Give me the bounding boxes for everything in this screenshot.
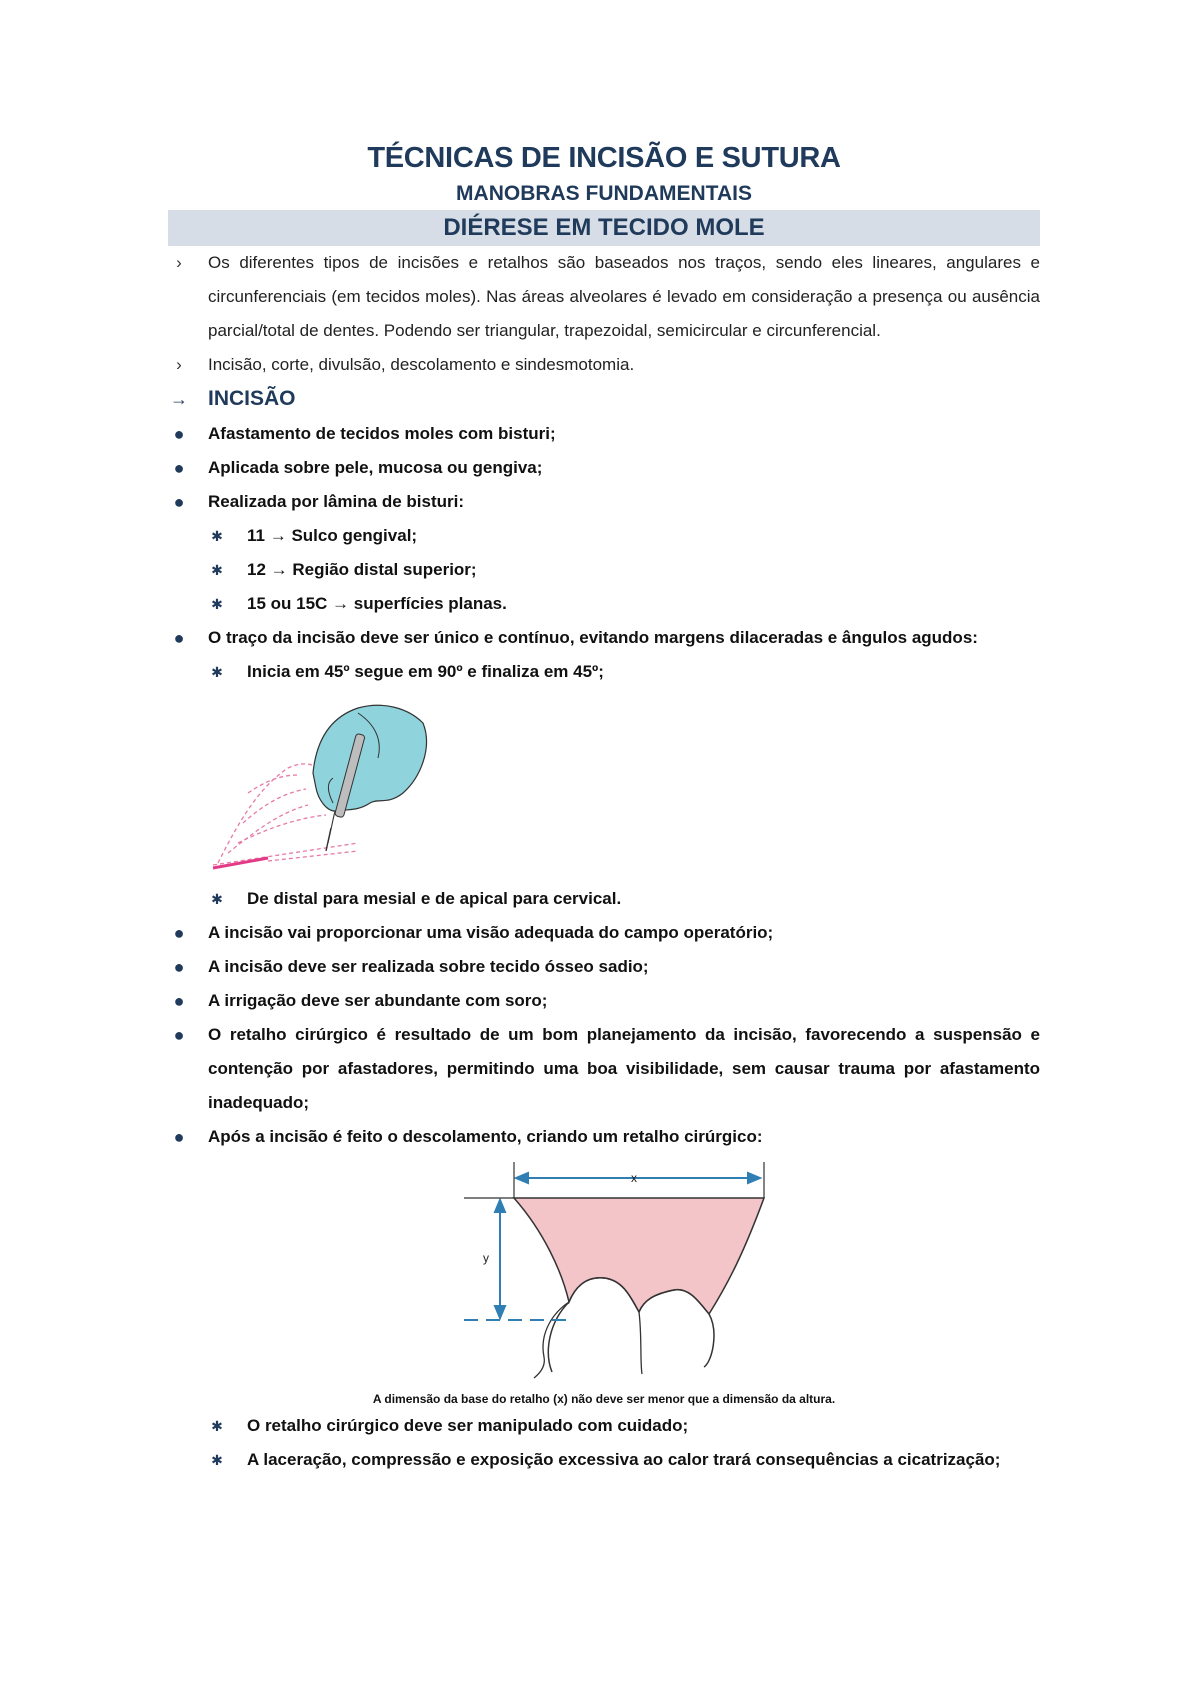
asterisk-icon: ✱ [211,1418,223,1434]
list-item: ● A incisão deve ser realizada sobre tecido ósseo sadio; [168,950,1040,984]
bullet-icon: ● [173,424,185,444]
asterisk-icon: ✱ [211,891,223,907]
bullet-icon: ● [173,1025,185,1045]
flap-diagram [434,1162,774,1382]
sub-list-item: ✱ 11 → Sulco gengival; [168,519,1040,553]
document-subtitle: MANOBRAS FUNDAMENTAIS [456,182,752,205]
list-item: ● Aplicada sobre pele, mucosa ou gengiva; [168,451,1040,485]
list-item: ● O retalho cirúrgico é resultado de um bom planejamento da incisão, favorecendo a suspensão e contenção por afastadores, permitindo uma boa visibilidade, sem causar trauma por afastamento inadequado; [168,1018,1040,1120]
chevron-right-icon: › [176,253,182,272]
arrow-right-icon: → [269,526,287,545]
arrow-right-icon: → [332,594,350,613]
asterisk-icon: ✱ [211,596,223,612]
bullet-icon: ● [173,492,185,512]
intro-paragraph-1: › Os diferentes tipos de incisões e retalhos são baseados nos traços, sendo eles lineares, angulares e circunferenciais (em tecidos moles). Nas áreas alveolares é levado em consideração a presença ou ausência parcial/total de dentes. Podendo ser triangular, trapezoidal, semicircular e circunferencial. [168,246,1040,348]
bullet-icon: ● [173,957,185,977]
figure-caption: A dimensão da base do retalho (x) não deve ser menor que a dimensão da altura. [372,1392,836,1406]
sub-list-item: ✱ 12 → Região distal superior; [168,553,1040,587]
dimension-x-label: x [631,1171,637,1185]
document-title: TÉCNICAS DE INCISÃO E SUTURA [367,142,841,174]
list-item: ● A irrigação deve ser abundante com soro; [168,984,1040,1018]
sub-list-item: ✱ O retalho cirúrgico deve ser manipulado com cuidado; [168,1409,1040,1443]
sub-list-item: ✱ Inicia em 45º segue em 90º e finaliza em 45º; [168,655,1040,689]
sub-list-item: ✱ A laceração, compressão e exposição excessiva ao calor trará consequências a cicatrização; [168,1443,1040,1477]
list-item: ● Afastamento de tecidos moles com bisturi; [168,417,1040,451]
scalpel-hand-illustration [208,693,438,873]
bullet-icon: ● [173,458,185,478]
incisao-heading-row [168,382,1040,417]
intro-paragraph-2: › Incisão, corte, divulsão, descolamento e sindesmotomia. [168,348,1040,382]
arrow-right-icon: → [170,389,188,409]
arrow-right-icon: → [270,560,288,579]
chevron-right-icon: › [176,355,182,374]
bullet-icon: ● [173,991,185,1011]
asterisk-icon: ✱ [211,528,223,544]
flap-diagram-wrap [168,1162,1040,1387]
bullet-icon: ● [173,923,185,943]
sub-list-item: ✱ 15 ou 15C → superfícies planas. [168,587,1040,621]
bullet-icon: ● [173,1127,185,1147]
asterisk-icon: ✱ [211,1452,223,1468]
asterisk-icon: ✱ [211,562,223,578]
list-item: ● A incisão vai proporcionar uma visão adequada do campo operatório; [168,916,1040,950]
flap-shape [514,1198,764,1314]
list-item: ● Realizada por lâmina de bisturi: [168,485,1040,519]
section-heading: DIÉRESE EM TECIDO MOLE [168,210,1040,246]
incisao-heading: INCISÃO [208,387,296,410]
list-item: ● O traço da incisão deve ser único e contínuo, evitando margens dilaceradas e ângulos agudos: [168,621,1040,655]
asterisk-icon: ✱ [211,664,223,680]
list-item: ● Após a incisão é feito o descolamento, criando um retalho cirúrgico: [168,1120,1040,1154]
dimension-y-label: y [483,1251,489,1265]
document-content [168,140,1040,1477]
sub-list-item: ✱ De distal para mesial e de apical para cervical. [168,882,1040,916]
bullet-icon: ● [173,628,185,648]
